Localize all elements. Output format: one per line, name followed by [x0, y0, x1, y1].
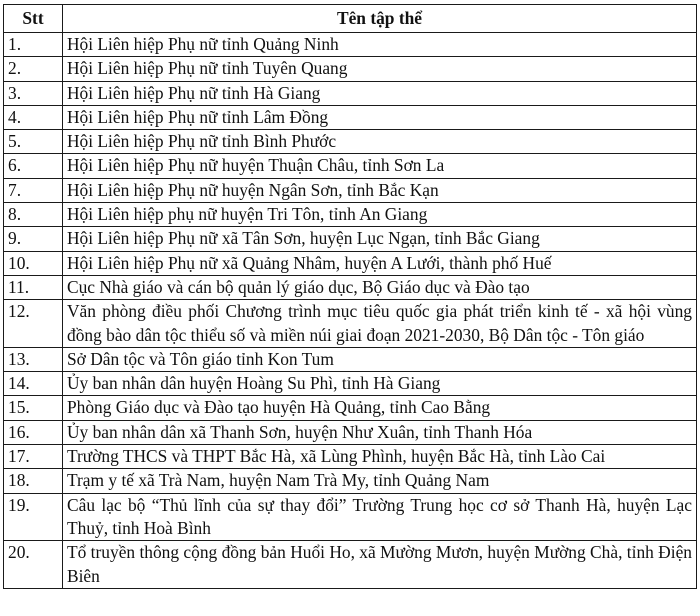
table-row [4, 275, 697, 299]
collective-name: Hội Liên hiệp Phụ nữ xã Tân Sơn, huyện Lục Ngạn, tỉnh Bắc Giang [63, 227, 697, 251]
row-number: 2. [4, 57, 63, 81]
table-row [4, 81, 697, 105]
document-page [3, 4, 696, 589]
row-number: 15. [4, 396, 63, 420]
row-number: 17. [4, 445, 63, 469]
row-number: 4. [4, 105, 63, 129]
collective-name: Hội Liên hiệp Phụ nữ huyện Thuận Châu, tỉnh Sơn La [63, 154, 697, 178]
collective-name: Hội Liên hiệp Phụ nữ tỉnh Lâm Đồng [63, 105, 697, 129]
table-row [4, 445, 697, 469]
collective-name: Hội Liên hiệp phụ nữ huyện Tri Tôn, tỉnh An Giang [63, 203, 697, 227]
collective-name: Ủy ban nhân dân xã Thanh Sơn, huyện Như Xuân, tỉnh Thanh Hóa [63, 420, 697, 444]
row-number: 10. [4, 251, 63, 275]
row-number: 8. [4, 203, 63, 227]
collective-name: Tổ truyền thông cộng đồng bản Huổi Ho, xã Mường Mươn, huyện Mường Chà, tỉnh Điện Biên [63, 541, 697, 589]
table-row [4, 300, 697, 348]
table-row [4, 178, 697, 202]
row-number: 3. [4, 81, 63, 105]
collective-name: Hội Liên hiệp Phụ nữ tỉnh Bình Phước [63, 130, 697, 154]
row-number: 1. [4, 33, 63, 57]
collective-name: Hội Liên hiệp Phụ nữ xã Quảng Nhâm, huyện A Lưới, thành phố Huế [63, 251, 697, 275]
table-row [4, 541, 697, 589]
row-number: 11. [4, 275, 63, 299]
collective-name: Phòng Giáo dục và Đào tạo huyện Hà Quảng, tỉnh Cao Bằng [63, 396, 697, 420]
table-row [4, 396, 697, 420]
table-row [4, 57, 697, 81]
collective-name: Hội Liên hiệp Phụ nữ huyện Ngân Sơn, tỉnh Bắc Kạn [63, 178, 697, 202]
collective-name: Hội Liên hiệp Phụ nữ tỉnh Hà Giang [63, 81, 697, 105]
collective-name: Câu lạc bộ “Thủ lĩnh của sự thay đổi” Trường Trung học cơ sở Thanh Hà, huyện Lạc Thuỷ, tỉnh Hoà Bình [63, 493, 697, 541]
row-number: 7. [4, 178, 63, 202]
header-stt: Stt [4, 5, 63, 33]
collective-name: Trạm y tế xã Trà Nam, huyện Nam Trà My, tỉnh Quảng Nam [63, 469, 697, 493]
row-number: 20. [4, 541, 63, 589]
table-row [4, 154, 697, 178]
row-number: 6. [4, 154, 63, 178]
row-number: 18. [4, 469, 63, 493]
collective-name: Ủy ban nhân dân huyện Hoàng Su Phì, tỉnh Hà Giang [63, 372, 697, 396]
row-number: 19. [4, 493, 63, 541]
collective-name: Cục Nhà giáo và cán bộ quản lý giáo dục, Bộ Giáo dục và Đào tạo [63, 275, 697, 299]
table-row [4, 251, 697, 275]
table-row [4, 130, 697, 154]
row-number: 5. [4, 130, 63, 154]
header-name: Tên tập thể [63, 5, 697, 33]
table-body [4, 33, 697, 589]
row-number: 12. [4, 300, 63, 348]
table-row [4, 203, 697, 227]
collective-name: Trường THCS và THPT Bắc Hà, xã Lùng Phình, huyện Bắc Hà, tỉnh Lào Cai [63, 445, 697, 469]
row-number: 16. [4, 420, 63, 444]
table-row [4, 33, 697, 57]
row-number: 9. [4, 227, 63, 251]
table-row [4, 372, 697, 396]
collective-name: Sở Dân tộc và Tôn giáo tỉnh Kon Tum [63, 347, 697, 371]
table-row [4, 469, 697, 493]
row-number: 13. [4, 347, 63, 371]
collective-list-table [3, 4, 697, 589]
collective-name: Hội Liên hiệp Phụ nữ tỉnh Quảng Ninh [63, 33, 697, 57]
table-row [4, 420, 697, 444]
table-header-row [4, 5, 697, 33]
collective-name: Hội Liên hiệp Phụ nữ tỉnh Tuyên Quang [63, 57, 697, 81]
collective-name: Văn phòng điều phối Chương trình mục tiêu quốc gia phát triển kinh tế - xã hội vùng đồng bào dân tộc thiểu số và miền núi giai đoạn 2021-2030, Bộ Dân tộc - Tôn giáo [63, 300, 697, 348]
table-row [4, 105, 697, 129]
table-row [4, 347, 697, 371]
table-row [4, 227, 697, 251]
row-number: 14. [4, 372, 63, 396]
table-row [4, 493, 697, 541]
